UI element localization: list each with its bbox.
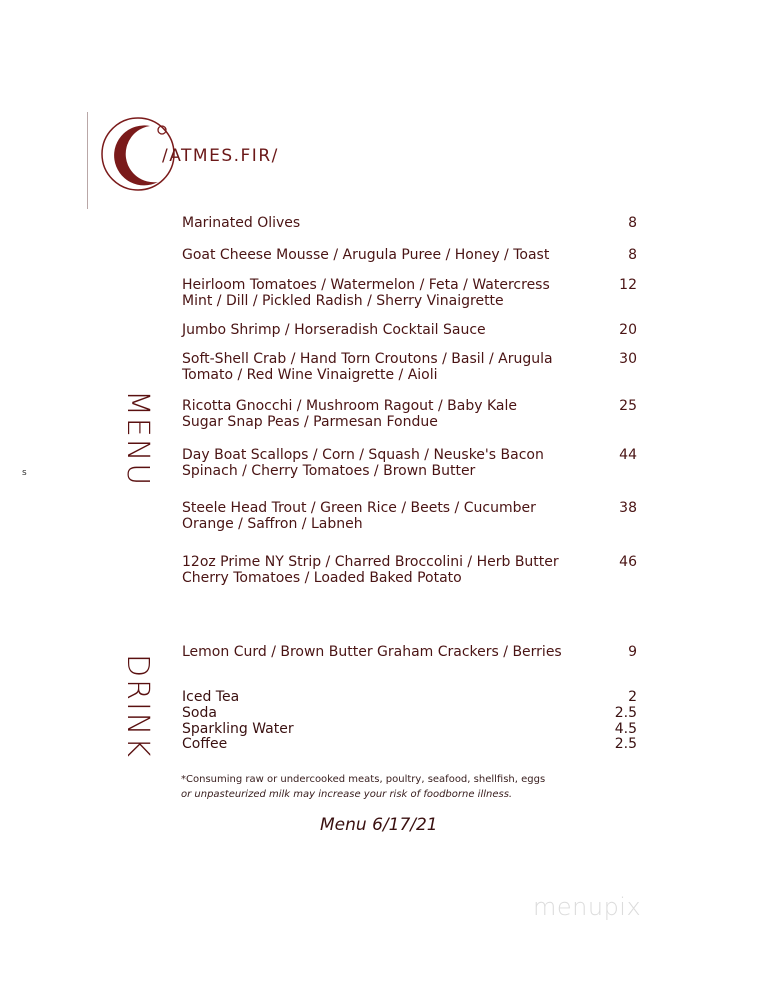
item-description: Sugar Snap Peas / Parmesan Fondue xyxy=(182,414,438,430)
drink-name: Iced Tea xyxy=(182,689,240,705)
stray-mark: s xyxy=(22,468,27,478)
item-price: 25 xyxy=(619,398,637,414)
item-price: 30 xyxy=(619,351,637,367)
item-name: Steele Head Trout / Green Rice / Beets / Cucumber xyxy=(182,500,536,516)
item-description: Mint / Dill / Pickled Radish / Sherry Vinaigrette xyxy=(182,293,504,309)
item-price: 44 xyxy=(619,447,637,463)
item-description: Cherry Tomatoes / Loaded Baked Potato xyxy=(182,570,462,586)
item-name: 12oz Prime NY Strip / Charred Broccolini / Herb Butter xyxy=(182,554,559,570)
item-name: Day Boat Scallops / Corn / Squash / Neuske's Bacon xyxy=(182,447,544,463)
menu-item xyxy=(182,398,637,430)
menu-item xyxy=(182,215,637,231)
drink-name: Sparkling Water xyxy=(182,720,294,737)
item-price: 8 xyxy=(628,215,637,231)
logo-wordmark: /ATMES.FIR/ xyxy=(162,146,279,166)
menu-item xyxy=(182,500,637,532)
menu-date: Menu 6/17/21 xyxy=(320,815,438,835)
item-price: 8 xyxy=(628,247,637,263)
item-price: 38 xyxy=(619,500,637,516)
food-safety-disclaimer xyxy=(181,772,545,802)
dessert-item xyxy=(182,644,637,660)
item-price: 46 xyxy=(619,554,637,570)
item-name: Soft-Shell Crab / Hand Torn Croutons / Basil / Arugula xyxy=(182,351,553,367)
item-name: Lemon Curd / Brown Butter Graham Crackers / Berries xyxy=(182,644,562,660)
watermark: menupix xyxy=(533,893,642,921)
menu-item xyxy=(182,277,637,309)
item-name: Marinated Olives xyxy=(182,215,301,231)
disclaimer-line-2: or unpasteurized milk may increase your risk of foodborne illness. xyxy=(181,789,513,800)
item-name: Jumbo Shrimp / Horseradish Cocktail Sauce xyxy=(182,322,486,338)
drink-row xyxy=(182,690,637,706)
drink-row xyxy=(182,706,637,722)
menu-section-label: MENU xyxy=(120,390,155,488)
item-description: Orange / Saffron / Labneh xyxy=(182,516,363,532)
item-description: Spinach / Cherry Tomatoes / Brown Butter xyxy=(182,463,476,479)
menu-item xyxy=(182,322,637,338)
menu-item xyxy=(182,351,637,383)
menu-item xyxy=(182,447,637,479)
item-name: Heirloom Tomatoes / Watermelon / Feta / Watercress xyxy=(182,277,550,293)
menu-item xyxy=(182,247,637,263)
item-price: 20 xyxy=(619,322,637,338)
drink-row xyxy=(182,737,637,753)
disclaimer-line-1: *Consuming raw or undercooked meats, poultry, seafood, shellfish, eggs xyxy=(181,774,546,785)
item-description: Tomato / Red Wine Vinaigrette / Aioli xyxy=(182,367,438,383)
drink-name: Coffee xyxy=(182,736,228,753)
drinks-list xyxy=(182,690,637,753)
drink-row xyxy=(182,722,637,738)
drink-price: 2.5 xyxy=(614,704,637,721)
drink-name: Soda xyxy=(182,704,217,721)
item-price: 9 xyxy=(628,644,637,660)
drink-price: 2 xyxy=(628,689,637,705)
drink-price: 4.5 xyxy=(614,720,637,737)
item-name: Goat Cheese Mousse / Arugula Puree / Honey / Toast xyxy=(182,247,550,263)
drink-section-label: DRINK xyxy=(120,654,155,759)
item-name: Ricotta Gnocchi / Mushroom Ragout / Baby Kale xyxy=(182,398,517,414)
header-divider-line xyxy=(87,112,88,209)
item-price: 12 xyxy=(619,277,637,293)
menu-item xyxy=(182,554,637,586)
drink-price: 2.5 xyxy=(614,736,637,753)
